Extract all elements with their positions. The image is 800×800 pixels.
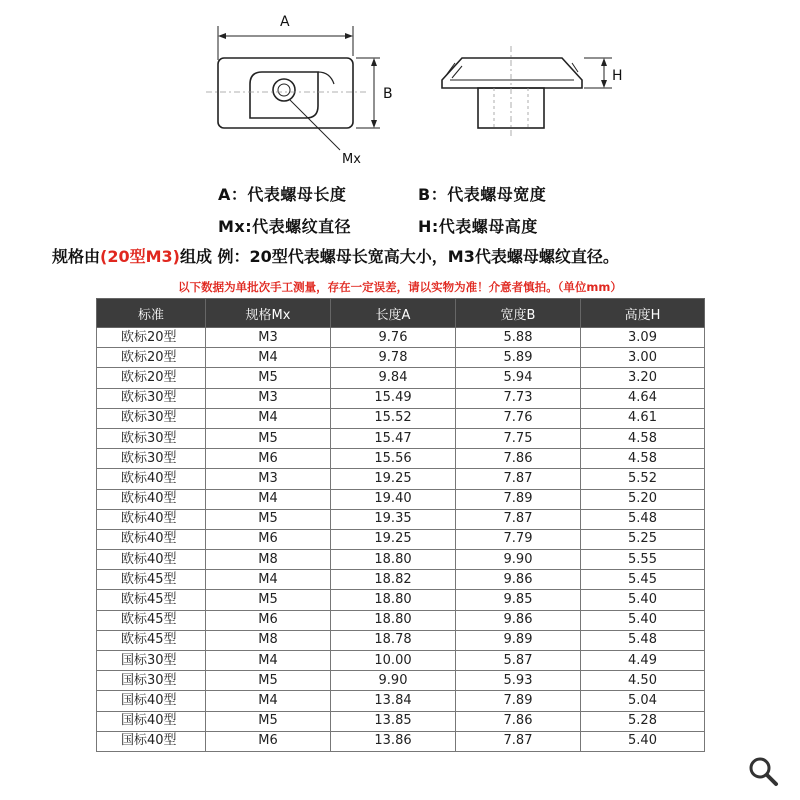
table-cell: M6	[206, 731, 331, 751]
table-cell: 5.04	[581, 691, 705, 711]
table-cell: 4.49	[581, 651, 705, 671]
table-cell: 15.47	[331, 428, 456, 448]
dimension-label-a: A	[280, 14, 290, 30]
table-cell: 7.75	[456, 428, 581, 448]
table-row	[97, 489, 705, 509]
table-cell: 欧标30型	[97, 408, 206, 428]
table-cell: 欧标20型	[97, 348, 206, 368]
table-cell: 5.93	[456, 671, 581, 691]
table-row	[97, 509, 705, 529]
table-cell: M6	[206, 449, 331, 469]
table-cell: 5.89	[456, 348, 581, 368]
table-cell: 19.40	[331, 489, 456, 509]
table-cell: 9.86	[456, 610, 581, 630]
table-cell: 9.89	[456, 630, 581, 650]
spec-table	[96, 298, 705, 752]
table-cell: M5	[206, 509, 331, 529]
dimension-label-h: H	[612, 68, 623, 84]
table-cell: M3	[206, 469, 331, 489]
table-cell: 18.80	[331, 550, 456, 570]
table-row	[97, 529, 705, 549]
table-cell: M4	[206, 408, 331, 428]
table-cell: 欧标30型	[97, 388, 206, 408]
legend-width-b: B：代表螺母宽度	[418, 185, 547, 204]
table-row	[97, 671, 705, 691]
table-cell: 4.58	[581, 449, 705, 469]
table-row	[97, 408, 705, 428]
table-cell: 15.52	[331, 408, 456, 428]
table-cell: 10.00	[331, 651, 456, 671]
table-header-row	[97, 299, 705, 328]
table-cell: 5.48	[581, 509, 705, 529]
table-cell: 7.89	[456, 691, 581, 711]
table-cell: 欧标40型	[97, 489, 206, 509]
measurement-disclaimer: 以下数据为单批次手工测量，存在一定误差，请以实物为准！介意者慎拍。（单位mm）	[178, 280, 622, 294]
table-cell: 国标40型	[97, 691, 206, 711]
table-row	[97, 610, 705, 630]
table-cell: 9.84	[331, 368, 456, 388]
table-cell: 5.45	[581, 570, 705, 590]
table-cell: 国标40型	[97, 731, 206, 751]
table-cell: 国标30型	[97, 651, 206, 671]
table-cell: 7.87	[456, 731, 581, 751]
table-row	[97, 469, 705, 489]
table-row	[97, 428, 705, 448]
table-cell: 19.35	[331, 509, 456, 529]
table-cell: 9.78	[331, 348, 456, 368]
table-cell: 5.25	[581, 529, 705, 549]
spec-explanation	[52, 244, 792, 267]
table-cell: 5.87	[456, 651, 581, 671]
table-cell: 4.58	[581, 428, 705, 448]
table-cell: 5.88	[456, 328, 581, 348]
table-cell: M4	[206, 570, 331, 590]
table-cell: 9.76	[331, 328, 456, 348]
table-cell: M5	[206, 711, 331, 731]
table-row	[97, 348, 705, 368]
table-cell: M5	[206, 671, 331, 691]
table-cell: 9.86	[456, 570, 581, 590]
table-cell: 5.28	[581, 711, 705, 731]
table-cell: M4	[206, 651, 331, 671]
column-header: 长度A	[331, 299, 456, 328]
table-cell: 7.76	[456, 408, 581, 428]
table-cell: 18.78	[331, 630, 456, 650]
table-cell: 7.89	[456, 489, 581, 509]
table-cell: M6	[206, 529, 331, 549]
column-header: 规格Mx	[206, 299, 331, 328]
legend-row-1	[0, 182, 800, 206]
table-row	[97, 691, 705, 711]
column-header: 高度H	[581, 299, 705, 328]
table-row	[97, 388, 705, 408]
table-cell: 7.87	[456, 509, 581, 529]
table-cell: M5	[206, 428, 331, 448]
table-cell: 4.64	[581, 388, 705, 408]
table-row	[97, 570, 705, 590]
table-cell: 5.20	[581, 489, 705, 509]
table-cell: 5.94	[456, 368, 581, 388]
table-cell: 5.40	[581, 731, 705, 751]
table-row	[97, 328, 705, 348]
table-row	[97, 590, 705, 610]
table-cell: 7.86	[456, 449, 581, 469]
table-row	[97, 368, 705, 388]
table-cell: 18.82	[331, 570, 456, 590]
table-cell: 9.90	[456, 550, 581, 570]
table-row	[97, 550, 705, 570]
table-cell: 9.90	[331, 671, 456, 691]
table-cell: 国标30型	[97, 671, 206, 691]
table-cell: M3	[206, 328, 331, 348]
legend-length-a: A：代表螺母长度	[218, 185, 347, 204]
magnifier-icon[interactable]	[746, 754, 780, 788]
legend-height-h: H:代表螺母高度	[418, 217, 538, 236]
table-cell: 9.85	[456, 590, 581, 610]
table-cell: 4.50	[581, 671, 705, 691]
table-cell: 国标40型	[97, 711, 206, 731]
table-cell: 欧标30型	[97, 449, 206, 469]
table-cell: 5.55	[581, 550, 705, 570]
table-cell: M4	[206, 489, 331, 509]
table-cell: 欧标45型	[97, 610, 206, 630]
dimension-label-b: B	[383, 86, 393, 102]
table-cell: M8	[206, 630, 331, 650]
table-cell: M5	[206, 368, 331, 388]
table-cell: 13.85	[331, 711, 456, 731]
table-cell: 欧标40型	[97, 509, 206, 529]
t-nut-drawings	[0, 0, 800, 178]
top-view-drawing	[206, 26, 380, 150]
table-body	[97, 328, 705, 752]
table-cell: 15.56	[331, 449, 456, 469]
table-cell: 欧标30型	[97, 428, 206, 448]
table-cell: 欧标45型	[97, 630, 206, 650]
table-cell: 欧标40型	[97, 529, 206, 549]
column-header: 宽度B	[456, 299, 581, 328]
table-cell: M8	[206, 550, 331, 570]
table-cell: 5.48	[581, 630, 705, 650]
column-header: 标准	[97, 299, 206, 328]
table-cell: 19.25	[331, 469, 456, 489]
table-cell: 18.80	[331, 610, 456, 630]
table-cell: M4	[206, 348, 331, 368]
table-cell: 欧标45型	[97, 590, 206, 610]
table-cell: 7.79	[456, 529, 581, 549]
spec-prefix: 规格由	[52, 247, 101, 266]
table-cell: M3	[206, 388, 331, 408]
spec-highlight: (20型M3)	[100, 247, 180, 266]
table-cell: M6	[206, 610, 331, 630]
table-cell: 5.40	[581, 610, 705, 630]
table-cell: 5.52	[581, 469, 705, 489]
table-row	[97, 630, 705, 650]
table-cell: 13.86	[331, 731, 456, 751]
side-view-drawing	[442, 46, 612, 136]
table-cell: 3.09	[581, 328, 705, 348]
table-cell: 7.86	[456, 711, 581, 731]
table-row	[97, 731, 705, 751]
dimension-label-mx: Mx	[342, 152, 361, 167]
table-cell: 19.25	[331, 529, 456, 549]
legend-row-2	[0, 214, 800, 238]
table-cell: 欧标40型	[97, 550, 206, 570]
table-cell: 5.40	[581, 590, 705, 610]
table-cell: M5	[206, 590, 331, 610]
table-cell: 7.73	[456, 388, 581, 408]
table-cell: M4	[206, 691, 331, 711]
table-cell: 4.61	[581, 408, 705, 428]
table-row	[97, 449, 705, 469]
spec-suffix: 组成 例：20型代表螺母长宽高大小，M3代表螺母螺纹直径。	[179, 247, 619, 266]
table-cell: 欧标40型	[97, 469, 206, 489]
table-cell: 欧标20型	[97, 368, 206, 388]
table-cell: 3.00	[581, 348, 705, 368]
table-cell: 15.49	[331, 388, 456, 408]
table-row	[97, 651, 705, 671]
table-cell: 欧标45型	[97, 570, 206, 590]
table-row	[97, 711, 705, 731]
legend-thread-mx: Mx:代表螺纹直径	[218, 217, 352, 236]
table-cell: 3.20	[581, 368, 705, 388]
table-cell: 欧标20型	[97, 328, 206, 348]
table-cell: 13.84	[331, 691, 456, 711]
table-cell: 18.80	[331, 590, 456, 610]
table-cell: 7.87	[456, 469, 581, 489]
